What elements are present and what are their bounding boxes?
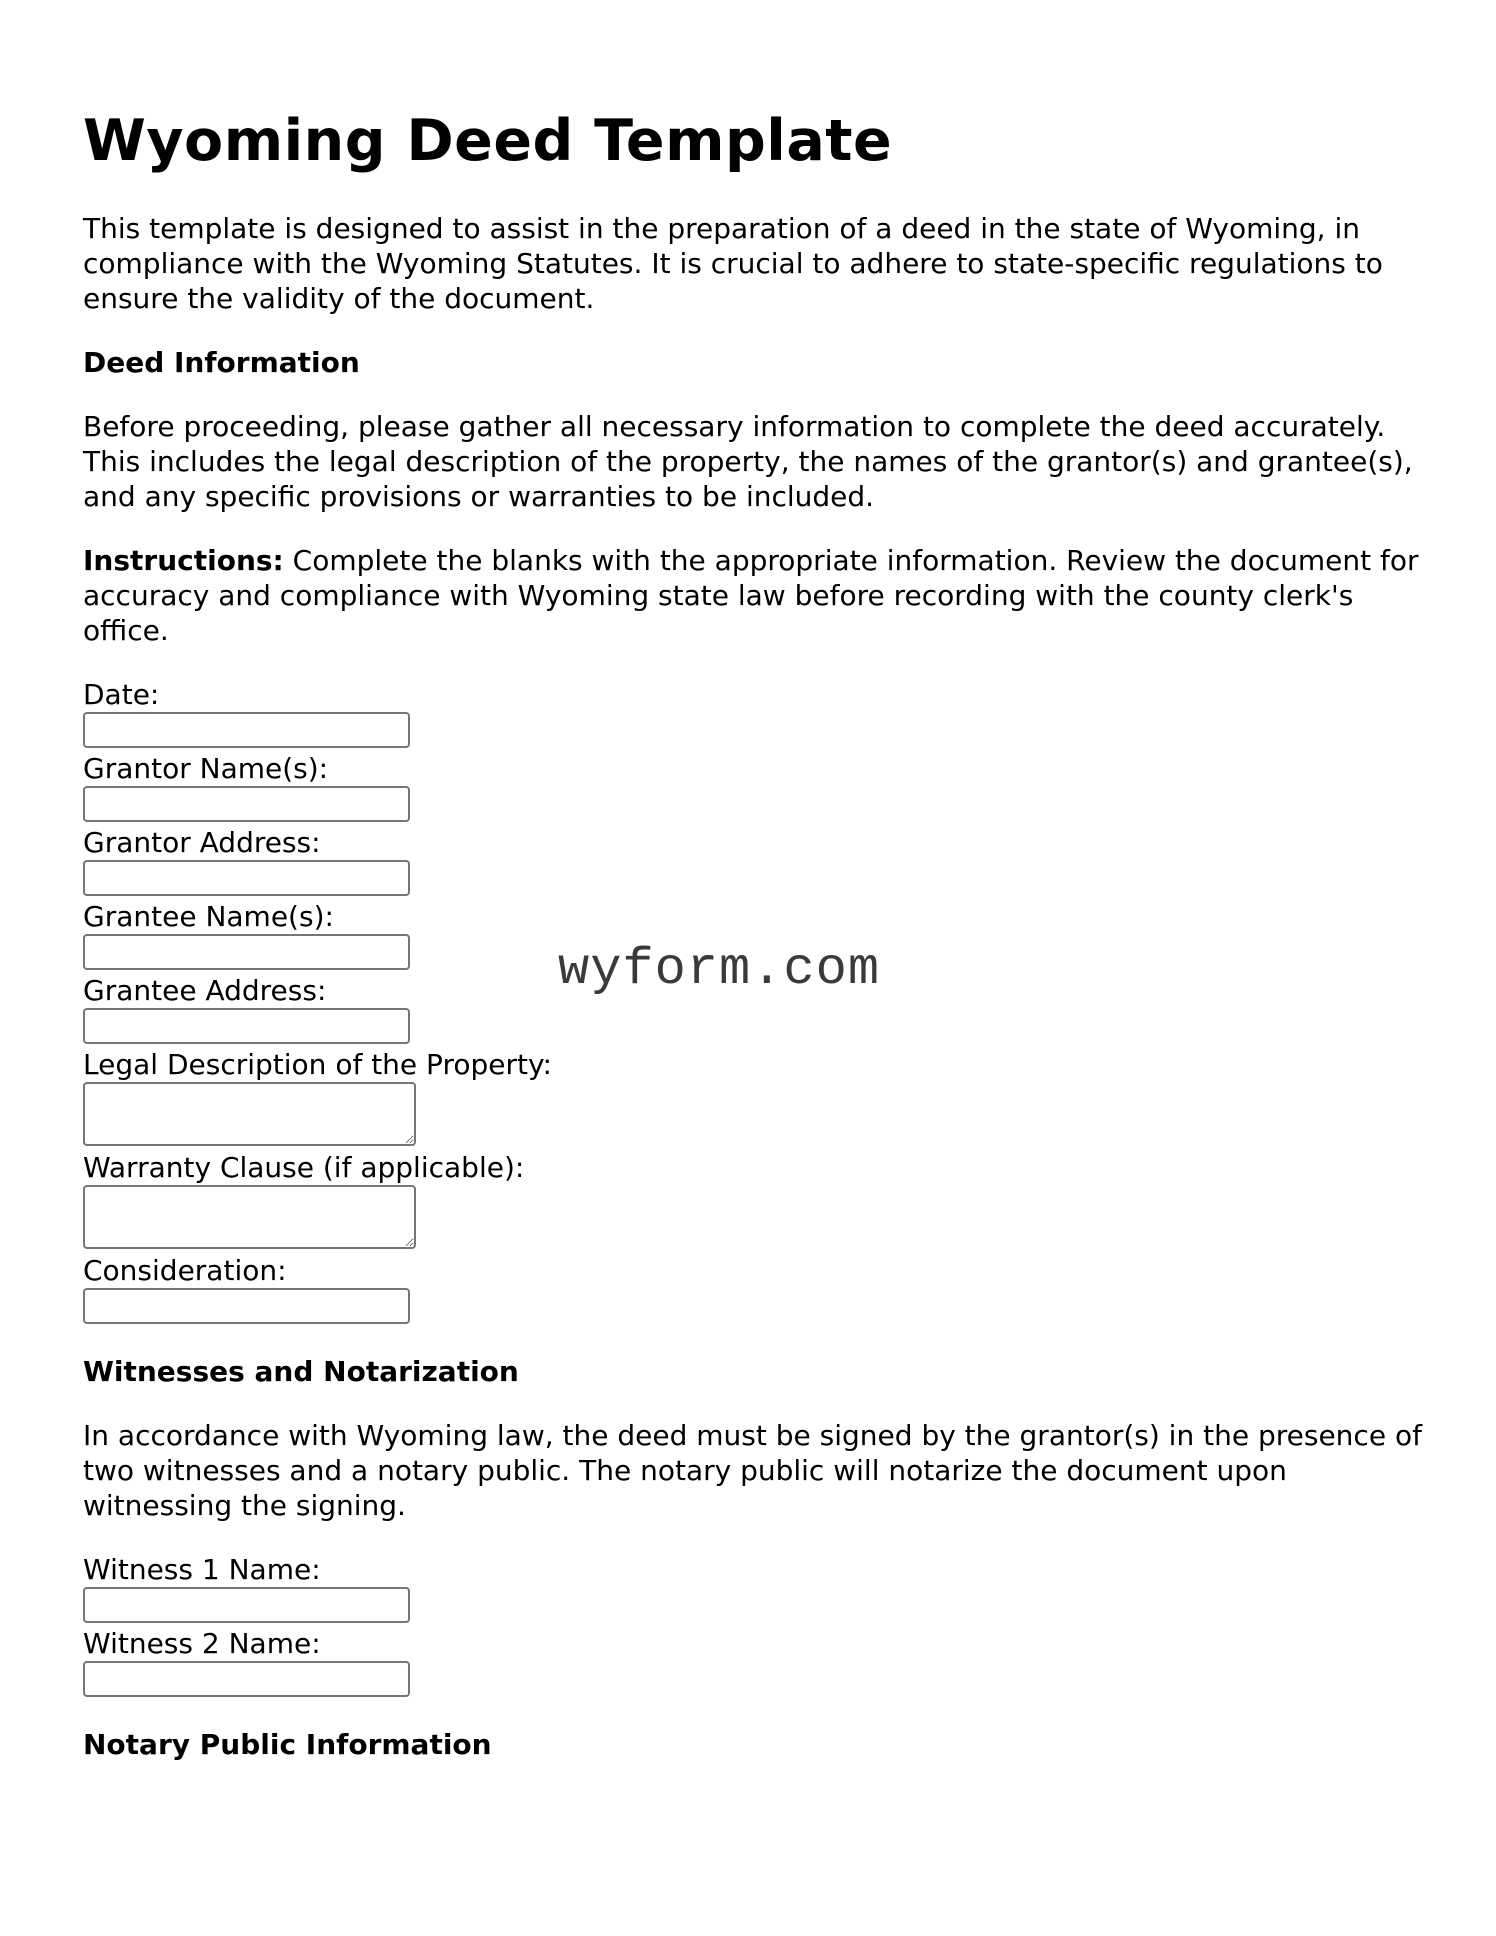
grantor-address-input[interactable] bbox=[83, 860, 410, 896]
deed-information-heading: Deed Information bbox=[83, 346, 360, 379]
grantee-address-label: Grantee Address: bbox=[83, 974, 327, 1007]
witness-2-input[interactable] bbox=[83, 1661, 410, 1697]
witnesses-paragraph: In accordance with Wyoming law, the deed must be signed by the grantor(s) in the presence of two witnesses and a notary public. The notary public will notarize the document upon witnessing the signing. bbox=[83, 1419, 1422, 1522]
witness-form-fields bbox=[83, 1552, 1423, 1697]
witness-1-input[interactable] bbox=[83, 1587, 410, 1623]
grantor-names-input[interactable] bbox=[83, 786, 410, 822]
grantee-names-input[interactable] bbox=[83, 934, 410, 970]
intro-paragraph: This template is designed to assist in the preparation of a deed in the state of Wyoming, in compliance with the Wyoming Statutes. It is crucial to adhere to state-specific regulations to ensure the validity of the document. bbox=[83, 212, 1383, 315]
consideration-input[interactable] bbox=[83, 1288, 410, 1324]
grantor-address-label: Grantor Address: bbox=[83, 826, 321, 859]
warranty-clause-textarea[interactable] bbox=[83, 1185, 416, 1249]
grantee-names-label: Grantee Name(s): bbox=[83, 900, 334, 933]
witnesses-heading: Witnesses and Notarization bbox=[83, 1355, 519, 1388]
deed-document bbox=[83, 100, 1423, 1762]
instructions-label: Instructions: bbox=[83, 544, 284, 577]
instructions-paragraph bbox=[83, 543, 1423, 648]
deed-form-fields bbox=[83, 677, 1423, 1324]
legal-description-textarea[interactable] bbox=[83, 1082, 416, 1146]
consideration-label: Consideration: bbox=[83, 1254, 287, 1287]
legal-description-label: Legal Description of the Property: bbox=[83, 1048, 552, 1081]
grantor-names-label: Grantor Name(s): bbox=[83, 752, 329, 785]
instructions-text: Complete the blanks with the appropriate information. Review the document for accuracy and compliance with Wyoming state law before recording with the county clerk's office. bbox=[83, 544, 1419, 647]
date-input[interactable] bbox=[83, 712, 410, 748]
warranty-clause-label: Warranty Clause (if applicable): bbox=[83, 1151, 525, 1184]
witness-2-label: Witness 2 Name: bbox=[83, 1627, 321, 1660]
watermark: wyform.com bbox=[558, 940, 881, 999]
deed-information-paragraph: Before proceeding, please gather all necessary information to complete the deed accurately. This includes the legal description of the property, the names of the grantor(s) and grantee(s), and any specific provisions or warranties to be included. bbox=[83, 410, 1413, 513]
date-label: Date: bbox=[83, 678, 160, 711]
page-title: Wyoming Deed Template bbox=[83, 108, 893, 174]
notary-heading: Notary Public Information bbox=[83, 1728, 492, 1761]
witness-1-label: Witness 1 Name: bbox=[83, 1553, 321, 1586]
grantee-address-input[interactable] bbox=[83, 1008, 410, 1044]
